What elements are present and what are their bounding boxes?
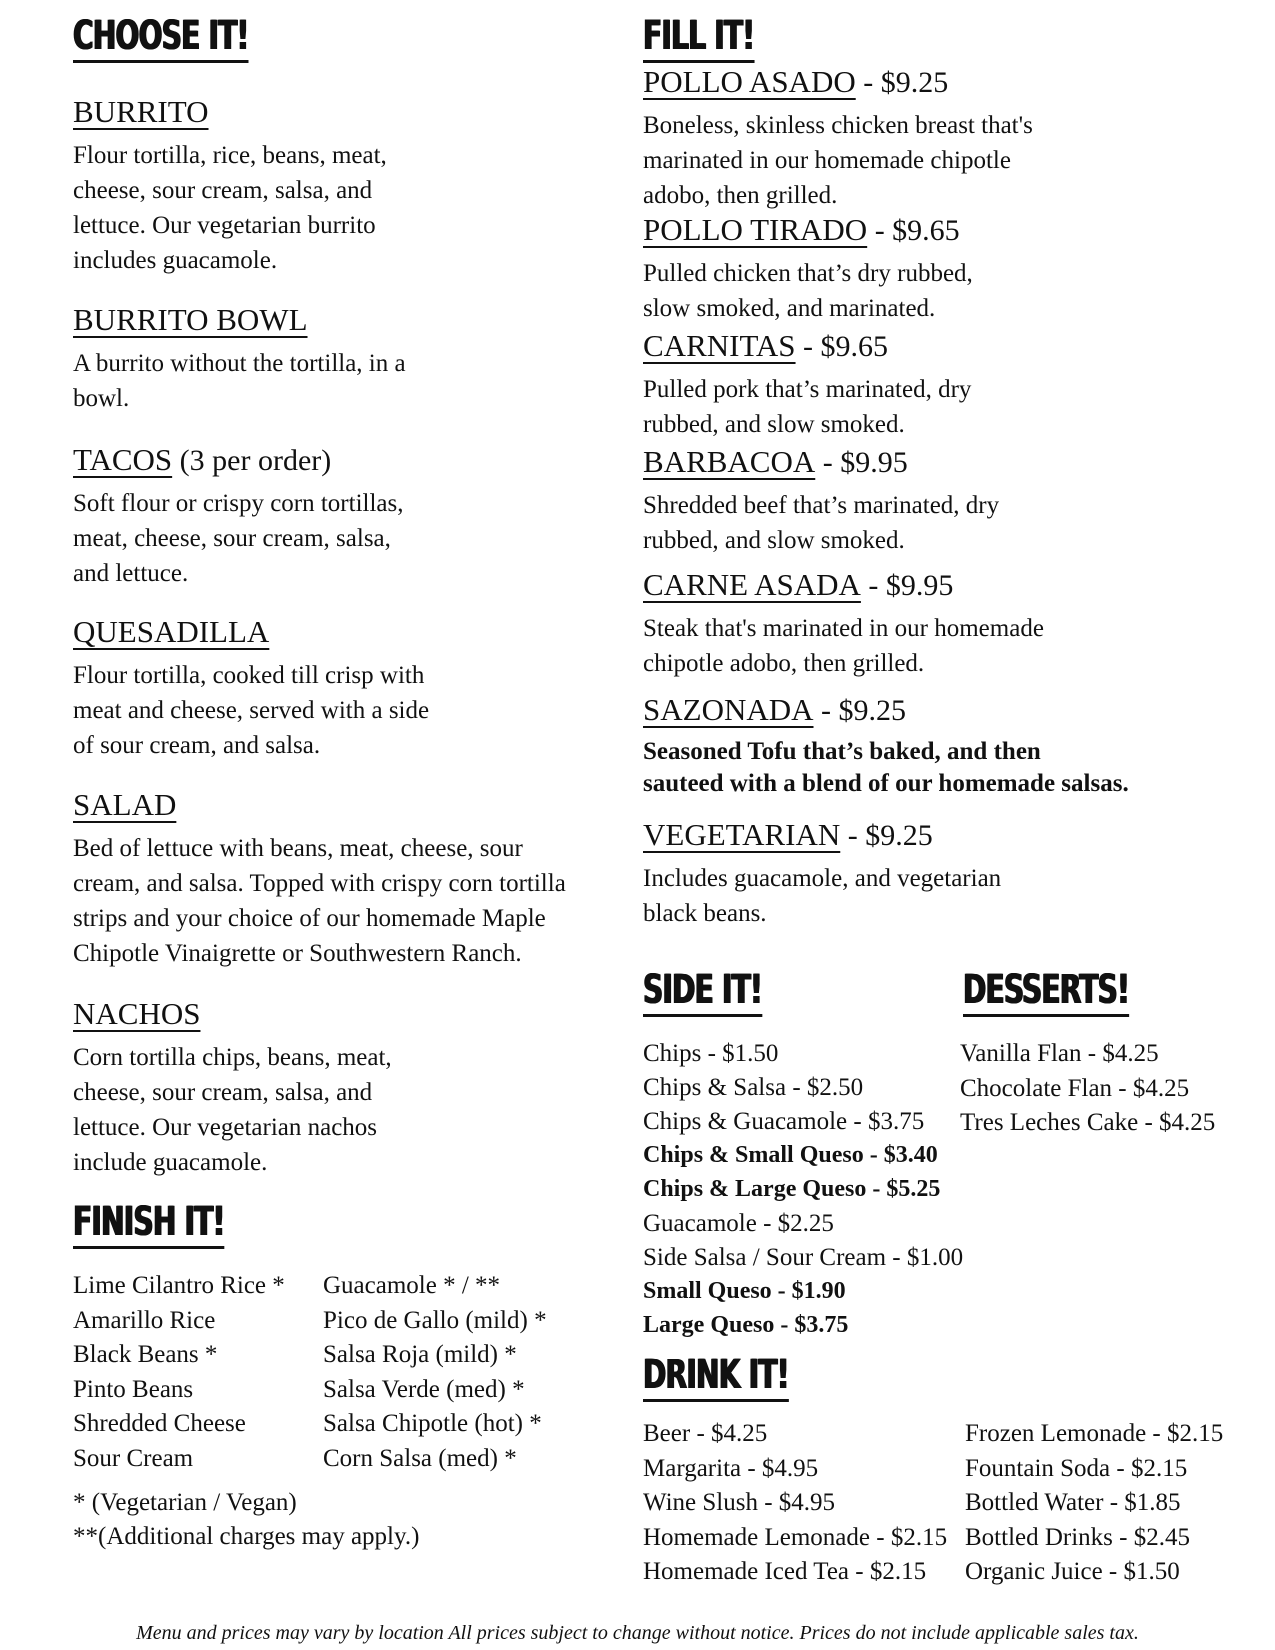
finish-option: Salsa Roja (mild) *	[323, 1341, 517, 1368]
finish-option: Shredded Cheese	[73, 1410, 246, 1437]
dessert-item: Chocolate Flan - $4.25	[960, 1074, 1190, 1102]
item-name: BURRITO BOWL	[73, 302, 308, 337]
finish-header: FINISH IT!	[73, 1200, 267, 1249]
finish-option: Lime Cilantro Rice *	[73, 1272, 285, 1299]
item-description: Pulled pork that’s marinated, dry	[643, 376, 972, 403]
footer-note: Menu and prices may vary by location All prices subject to change without notice. Prices do not include applicable sales tax.	[136, 1622, 1139, 1644]
finish-option: Corn Salsa (med) *	[323, 1444, 517, 1472]
item-description: cheese, sour cream, salsa, and	[73, 1079, 373, 1106]
side-item: Guacamole - $2.25	[643, 1210, 834, 1237]
drink-header: DRINK IT!	[643, 1353, 830, 1402]
item-description: black beans.	[643, 900, 767, 927]
dessert-item: Tres Leches Cake - $4.25	[960, 1109, 1216, 1136]
finish-option: Pinto Beans	[73, 1375, 194, 1403]
drink-item: Homemade Lemonade - $2.15	[643, 1523, 948, 1551]
item-description: bowl.	[73, 385, 130, 412]
finish-option: Amarillo Rice	[73, 1306, 216, 1334]
side-item: Chips & Guacamole - $3.75	[643, 1108, 925, 1135]
finish-option: Guacamole * / **	[323, 1272, 501, 1299]
menu-item	[643, 815, 1263, 931]
item-title	[73, 785, 613, 831]
drink-item: Bottled Drinks - $2.45	[965, 1523, 1190, 1551]
drink-item: Frozen Lemonade - $2.15	[965, 1420, 1224, 1447]
item-description: lettuce. Our vegetarian burrito	[73, 212, 376, 239]
item-name: BARBACOA	[643, 444, 816, 479]
menu-item	[643, 690, 1263, 800]
item-title	[643, 442, 1263, 488]
item-note: (3 per order)	[172, 444, 332, 477]
menu-item	[643, 565, 1263, 681]
item-description: cheese, sour cream, salsa, and	[73, 177, 373, 204]
item-price: - $9.95	[860, 569, 954, 602]
menu-item	[643, 326, 1263, 442]
menu-item	[643, 62, 1263, 213]
item-description: Pulled chicken that’s dry rubbed,	[643, 260, 973, 287]
item-name: QUESADILLA	[73, 614, 270, 649]
finish-option: Salsa Chipotle (hot) *	[323, 1410, 542, 1437]
menu-item	[73, 92, 613, 278]
side-header: SIDE IT!	[643, 968, 796, 1017]
item-title	[73, 440, 613, 486]
finish-note: * (Vegetarian / Vegan)	[73, 1489, 297, 1516]
item-description: Chipotle Vinaigrette or Southwestern Ranch.	[73, 940, 522, 967]
item-description: Corn tortilla chips, beans, meat,	[73, 1044, 392, 1071]
item-description: slow smoked, and marinated.	[643, 295, 936, 322]
item-name: BURRITO	[73, 94, 209, 129]
item-name: VEGETARIAN	[643, 817, 841, 852]
item-title	[73, 612, 613, 658]
item-title	[643, 62, 1263, 108]
side-item: Chips & Small Queso - $3.40	[643, 1142, 938, 1168]
item-description: Flour tortilla, rice, beans, meat,	[73, 142, 387, 169]
item-description: Soft flour or crispy corn tortillas,	[73, 490, 404, 517]
item-description: adobo, then grilled.	[643, 182, 838, 209]
finish-option: Salsa Verde (med) *	[323, 1375, 525, 1403]
item-title	[643, 326, 1263, 372]
side-item: Small Queso - $1.90	[643, 1278, 846, 1304]
item-price: - $9.25	[855, 66, 949, 99]
item-name: POLLO TIRADO	[643, 212, 868, 247]
item-name: NACHOS	[73, 996, 201, 1031]
menu-item	[73, 612, 613, 763]
menu-item	[73, 785, 613, 971]
menu-item	[643, 442, 1263, 558]
side-item: Chips - $1.50	[643, 1040, 779, 1067]
drink-item: Fountain Soda - $2.15	[965, 1454, 1188, 1482]
drink-item: Wine Slush - $4.95	[643, 1489, 836, 1516]
item-title	[73, 92, 613, 138]
finish-option: Black Beans *	[73, 1341, 218, 1368]
choose-header: CHOOSE IT!	[73, 14, 298, 63]
item-description: and lettuce.	[73, 560, 189, 587]
item-description: sauteed with a blend of our homemade salsas.	[643, 770, 1129, 797]
item-title	[643, 815, 1263, 861]
finish-option: Sour Cream	[73, 1444, 194, 1472]
item-description: Boneless, skinless chicken breast that's	[643, 112, 1033, 139]
side-item: Chips & Large Queso - $5.25	[643, 1176, 941, 1202]
drink-item: Homemade Iced Tea - $2.15	[643, 1558, 927, 1585]
item-description: A burrito without the tortilla, in a	[73, 350, 406, 377]
item-description: Steak that's marinated in our homemade	[643, 615, 1044, 642]
item-price: - $9.95	[815, 446, 908, 479]
drink-item: Margarita - $4.95	[643, 1454, 819, 1482]
item-title	[643, 690, 1263, 736]
item-description: Seasoned Tofu that’s baked, and then	[643, 738, 1041, 765]
item-description: rubbed, and slow smoked.	[643, 527, 905, 554]
item-description: include guacamole.	[73, 1149, 268, 1176]
side-item: Side Salsa / Sour Cream - $1.00	[643, 1244, 964, 1271]
finish-option: Pico de Gallo (mild) *	[323, 1306, 547, 1334]
item-description: rubbed, and slow smoked.	[643, 411, 905, 438]
menu-item	[73, 440, 613, 591]
drink-item: Organic Juice - $1.50	[965, 1558, 1180, 1585]
item-price: - $9.25	[813, 694, 906, 727]
item-description: meat, cheese, sour cream, salsa,	[73, 525, 391, 552]
item-price: - $9.65	[867, 214, 960, 247]
item-description: Bed of lettuce with beans, meat, cheese, sour	[73, 835, 523, 862]
item-name: SAZONADA	[643, 692, 814, 727]
item-description: strips and your choice of our homemade Maple	[73, 905, 546, 932]
item-title	[73, 994, 613, 1040]
item-description: marinated in our homemade chipotle	[643, 147, 1011, 174]
menu-item	[73, 300, 613, 416]
drink-item: Bottled Water - $1.85	[965, 1489, 1181, 1516]
item-name: TACOS	[73, 442, 173, 477]
item-description: lettuce. Our vegetarian nachos	[73, 1114, 378, 1141]
fill-header: FILL IT!	[643, 14, 786, 63]
item-title	[643, 565, 1263, 611]
menu-item	[73, 994, 613, 1180]
item-description: of sour cream, and salsa.	[73, 732, 321, 759]
item-description: meat and cheese, served with a side	[73, 697, 430, 724]
item-description: Flour tortilla, cooked till crisp with	[73, 662, 425, 689]
item-price: - $9.25	[840, 819, 933, 852]
item-name: CARNE ASADA	[643, 567, 861, 602]
finish-note: **(Additional charges may apply.)	[73, 1523, 420, 1550]
item-description: chipotle adobo, then grilled.	[643, 650, 925, 677]
item-title	[73, 300, 613, 346]
item-description: includes guacamole.	[73, 247, 278, 274]
desserts-header: DESSERTS!	[963, 968, 1176, 1017]
item-name: SALAD	[73, 787, 177, 822]
item-description: cream, and salsa. Topped with crispy corn tortilla	[73, 870, 566, 897]
item-name: POLLO ASADO	[643, 64, 856, 99]
item-description: Includes guacamole, and vegetarian	[643, 865, 1002, 892]
drink-item: Beer - $4.25	[643, 1420, 768, 1447]
side-item: Large Queso - $3.75	[643, 1312, 849, 1338]
item-name: CARNITAS	[643, 328, 796, 363]
item-title	[643, 210, 1263, 256]
item-description: Shredded beef that’s marinated, dry	[643, 492, 1000, 519]
item-price: - $9.65	[795, 330, 889, 363]
side-item: Chips & Salsa - $2.50	[643, 1074, 864, 1101]
menu-item	[643, 210, 1263, 326]
dessert-item: Vanilla Flan - $4.25	[960, 1040, 1159, 1067]
